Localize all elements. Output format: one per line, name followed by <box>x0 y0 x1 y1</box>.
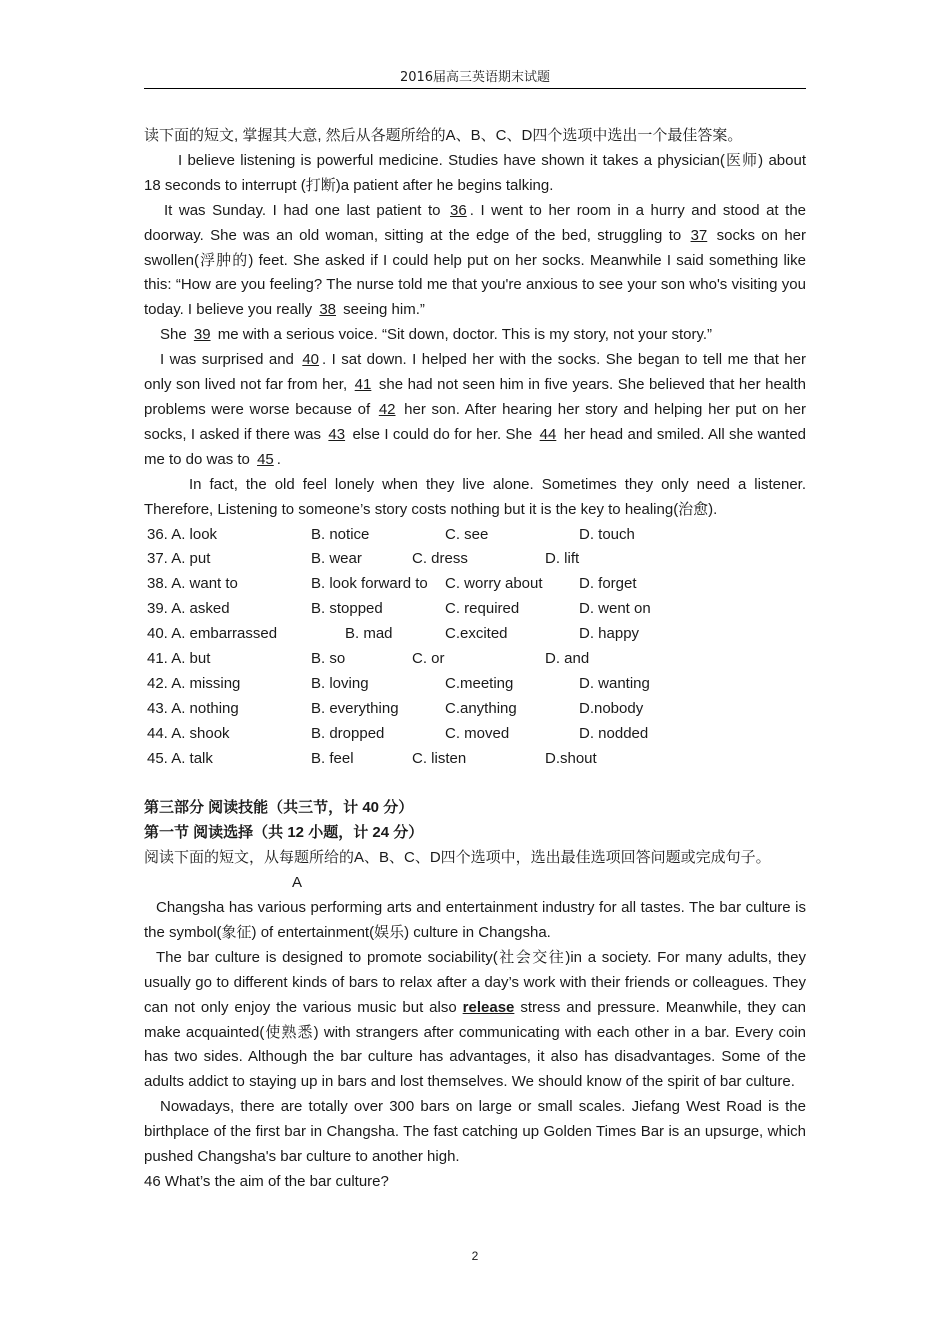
reading-paragraph-3: Nowadays, there are totally over 300 bars on large or small scales. Jiefang West Road is the birthplace of the first bar in Changsha. The fast catching up Golden Times Bar is an upsurge, which pushed Changsha's bar culture to another high. <box>144 1098 806 1166</box>
option-d: D. wanting <box>579 674 650 692</box>
option-d: D. lift <box>545 550 580 568</box>
text-run: seeing him.” <box>339 301 425 319</box>
option-d: D. forget <box>579 575 637 593</box>
option-row-43 <box>144 697 806 722</box>
option-a: 38. A. want to <box>147 575 238 593</box>
option-d: D.nobody <box>579 699 644 717</box>
text-run: She <box>160 326 191 344</box>
option-c: C. required <box>445 600 520 618</box>
text-run: . I went to her room in a hurry and stood at the doorway. She was an old woman, sitting at the edge of the bed, struggling to <box>144 201 807 244</box>
part-title: 第三部分 阅读技能（共三节，计 40 分） <box>144 799 414 817</box>
option-d: D.shout <box>545 749 597 767</box>
cloze-paragraph-4 <box>144 348 806 473</box>
text-run: . <box>276 450 281 468</box>
page-header <box>144 66 806 89</box>
option-a: 43. A. nothing <box>147 699 239 717</box>
blank-36: 36 <box>450 201 467 219</box>
blank-43: 43 <box>328 425 346 443</box>
text-run: It was Sunday. I had one last patient to <box>164 201 448 219</box>
blank-42: 42 <box>378 400 396 418</box>
text-run: her son. After hearing her story and helping her put on her socks, I asked if there was <box>144 400 806 443</box>
text-run: her head and smiled. All she wanted me to do was to <box>144 425 806 468</box>
text-run: she had not seen him in five years. She believed that her health problems were worse because of <box>144 376 807 418</box>
blank-41: 41 <box>354 376 372 394</box>
question-46: 46 What’s the aim of the bar culture? <box>144 1173 389 1190</box>
option-a: 44. A. shook <box>147 724 230 742</box>
page-number: 2 <box>471 1249 479 1263</box>
passage-label: A <box>292 874 303 892</box>
option-row-45 <box>144 747 806 772</box>
text-run: else I could do for her. She <box>348 425 537 443</box>
option-row-41 <box>144 647 806 672</box>
option-row-40 <box>144 622 806 647</box>
text-run: I was surprised and <box>160 351 300 369</box>
text-run: The bar culture is designed to promote sociability(社会交往)in a society. For many adults, they usually go to different kinds of bars to relax after a day’s work with their friends or colleagues. They can not only enjoy the various music but also <box>144 948 806 1016</box>
blank-39: 39 <box>193 326 211 344</box>
option-c: C.anything <box>445 699 517 717</box>
option-row-36 <box>144 523 806 548</box>
keyword-release: release <box>462 998 515 1016</box>
option-d: D. and <box>545 649 590 667</box>
option-b: B. everything <box>311 699 399 717</box>
section-title: 第一节 阅读选择（共 12 小题，计 24 分） <box>144 824 424 842</box>
cloze-paragraph-1: I believe listening is powerful medicine. Studies have shown it takes a physician(医师) about 18 seconds to interrupt (打断)a patient after he begins talking. <box>144 151 806 194</box>
option-a: 36. A. look <box>147 525 218 543</box>
option-row-39 <box>144 597 806 622</box>
cloze-paragraph-3 <box>144 323 806 348</box>
blank-37: 37 <box>690 226 708 244</box>
reading-instruction: 阅读下面的短文，从每题所给的A、B、C、D四个选项中，选出最佳选项回答问题或完成句子。 <box>144 849 771 867</box>
option-a: 39. A. asked <box>147 600 230 618</box>
option-c: C. dress <box>412 550 468 568</box>
option-c: C. or <box>412 649 445 667</box>
option-b: B. wear <box>311 550 362 568</box>
options-list <box>144 523 806 772</box>
option-d: D. nodded <box>579 724 649 742</box>
text-run: stress and pressure. Meanwhile, they can make acquainted(使熟悉) with strangers after communicating with each other in a bar. Every coin has two sides. Although the bar culture has advantages, it also has disadvantages. Some of the adults addict to staying up in bars and lost themselves. We should know of the spirit of bar culture. <box>144 998 806 1091</box>
option-b: B. loving <box>311 674 369 692</box>
option-b: B. dropped <box>311 724 385 742</box>
option-c: C. listen <box>412 749 467 767</box>
page-content <box>144 124 806 1195</box>
option-c: C.excited <box>445 625 508 643</box>
text-run: socks on her swollen(浮肿的) feet. She asked if I could help put on her socks. Meanwhile I said something like this: “How are you feeling? The nurse told me that you're anxious to see your son who's visiting you today. I believe you really <box>144 226 806 319</box>
option-row-37 <box>144 547 806 572</box>
option-a: 45. A. talk <box>147 749 213 767</box>
option-b: B. notice <box>311 525 370 543</box>
option-a: 41. A. but <box>147 649 211 667</box>
option-c: C. worry about <box>445 575 543 593</box>
header-title: 2016届高三英语期末试题 <box>399 70 551 85</box>
reading-paragraph-1: Changsha has various performing arts and entertainment industry for all tastes. The bar culture is the symbol(象征) of entertainment(娱乐) culture in Changsha. <box>144 899 806 941</box>
reading-paragraph-2 <box>144 946 806 1095</box>
option-c: C.meeting <box>445 674 514 692</box>
option-b: B. stopped <box>311 600 383 618</box>
option-c: C. see <box>445 525 489 543</box>
spacer <box>144 771 806 796</box>
option-row-44 <box>144 722 806 747</box>
option-a: 37. A. put <box>147 550 211 568</box>
option-d: D. went on <box>579 600 651 618</box>
text-run: me with a serious voice. “Sit down, doctor. This is my story, not your story.” <box>213 326 713 344</box>
option-b: B. so <box>311 649 346 667</box>
option-a: 42. A. missing <box>147 674 241 692</box>
option-b: B. feel <box>311 749 354 767</box>
text-run: . I sat down. I helped her with the socks. She began to tell me that her only son lived not far from her, <box>144 351 806 394</box>
option-b: B. mad <box>345 625 393 643</box>
option-d: D. touch <box>579 525 635 543</box>
blank-40: 40 <box>302 351 320 369</box>
blank-38: 38 <box>319 301 337 319</box>
cloze-instruction: 读下面的短文, 掌握其大意, 然后从各题所给的A、B、C、D四个选项中选出一个最佳答案。 <box>144 127 743 144</box>
option-a: 40. A. embarrassed <box>147 625 278 643</box>
cloze-paragraph-2 <box>144 199 806 324</box>
blank-45: 45 <box>257 450 274 468</box>
option-row-38 <box>144 572 806 597</box>
cloze-paragraph-5: In fact, the old feel lonely when they live alone. Sometimes they only need a listener. Therefore, Listening to someone’s story costs nothing but it is the key to healing(治愈). <box>144 475 806 518</box>
option-d: D. happy <box>579 625 640 643</box>
option-c: C. moved <box>445 724 510 742</box>
option-b: B. look forward to <box>311 575 428 593</box>
option-row-42 <box>144 672 806 697</box>
blank-44: 44 <box>539 425 557 443</box>
